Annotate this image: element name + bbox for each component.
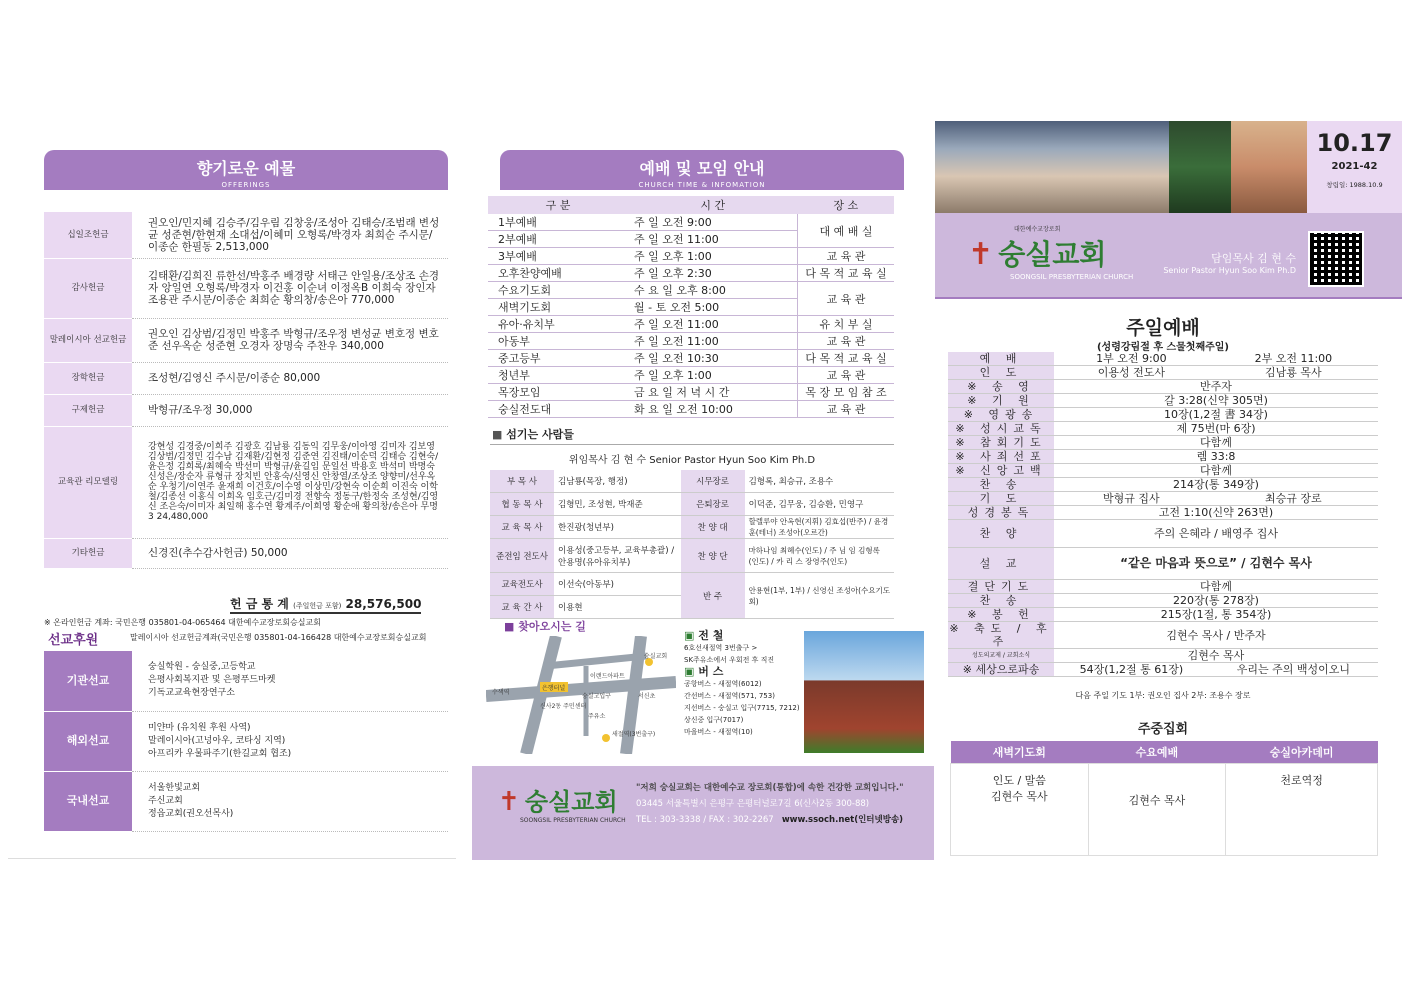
service-detail: 우리는 주의 백성이오니 — [1209, 663, 1378, 677]
offering-row — [44, 538, 448, 568]
service-time: 월 - 토 오전 5:00 — [628, 299, 798, 316]
offering-title: 향기로운 예물 — [196, 159, 296, 178]
footer-church-en: SOONGSIL PRESBYTERIAN CHURCH — [520, 817, 626, 824]
staff-role: 시무장로 — [681, 470, 745, 493]
schedule-row — [488, 367, 894, 384]
offering-row — [44, 258, 448, 318]
cover-church-name: 숭실교회 — [998, 238, 1107, 271]
service-row — [948, 366, 1378, 380]
bus-line: 지선버스 - 숭실고 입구(7715, 7212) — [684, 704, 800, 712]
map-label: 숭실고입구 — [582, 693, 611, 700]
staff-role: 찬 양 단 — [681, 539, 745, 573]
footer-web[interactable]: www.ssoch.net(인터넷방송) — [781, 815, 904, 825]
service-row — [948, 478, 1378, 492]
col-header: 구 분 — [488, 196, 628, 214]
service-time: 주 일 오전 10:30 — [628, 350, 798, 367]
order-of-service — [948, 352, 1378, 677]
schedule-subtitle: CHURCH TIME & INFOMATION — [638, 181, 766, 189]
service-detail: 220장(통 278장) — [1054, 594, 1378, 608]
service-detail: 54장(1,2절 통 61장) — [1054, 663, 1209, 677]
service-row — [948, 520, 1378, 548]
staff-names: 김형민, 조성현, 박재준 — [554, 493, 681, 516]
service-place: 교 육 관 — [798, 401, 895, 418]
service-detail: 렘 33:8 — [1054, 450, 1378, 464]
service-detail: 다함께 — [1054, 436, 1378, 450]
total-note: (주일헌금 포함) — [293, 602, 342, 610]
offering-label: 장학헌금 — [44, 362, 132, 394]
service-row — [948, 608, 1378, 622]
schedule-header-row — [488, 196, 894, 214]
square-bullet-icon: ■ — [492, 428, 503, 441]
service-detail: 1부 오전 9:00 — [1054, 352, 1209, 366]
offering-label: 교육관 리모델링 — [44, 426, 132, 538]
bus-line: 공항버스 - 새절역(6012) — [684, 680, 762, 688]
service-row — [948, 422, 1378, 436]
service-place: 유 치 부 실 — [798, 316, 895, 333]
footer-church-name: 숭실교회 — [524, 788, 618, 816]
service-detail: 다함께 — [1054, 464, 1378, 478]
map-label: 숭실교회 — [644, 653, 668, 660]
mission-item: 정읍교회(권오선목사) — [148, 808, 234, 819]
col-header: 장 소 — [798, 196, 895, 214]
service-item: 찬 송 — [948, 478, 1054, 492]
staff-title — [492, 426, 574, 442]
gathering-header: 새벽기도회 — [951, 741, 1089, 764]
gathering-header: 숭실아카데미 — [1226, 741, 1378, 764]
schedule-row — [488, 214, 894, 231]
offering-names: 박형규/조우정 30,000 — [132, 394, 448, 426]
service-detail: 최승규 장로 — [1209, 492, 1378, 506]
map-label: 주유소 — [588, 713, 606, 720]
map-label: 이랜드아파트 — [590, 673, 625, 680]
staff-row — [490, 493, 894, 516]
staff-names: 이용현 — [554, 596, 681, 619]
service-time: 금 요 일 저 녁 시 간 — [628, 384, 798, 401]
directions-title — [504, 618, 586, 634]
gathering-value: 김현수 목사 — [1088, 764, 1226, 856]
service-row — [948, 506, 1378, 520]
staff-title-text: 섬기는 사람들 — [506, 428, 574, 441]
gathering-header: 수요예배 — [1088, 741, 1226, 764]
cover-pastor — [1150, 250, 1296, 275]
offering-names: 강현성 김경중/이희주 김광호 김남룡 김동익 김무웅/이아영 김미자 김보영 김상범/김정민 김수남 김재환/김현정 김준연 김진태/이순덕 김태승 김현숙/윤은정 김희록/최혜숙 박선미 박형규/윤길임 문일선 박용호 박석미 박명숙 신성은/장순자 류형규 장치빈 안홍숙/신영신 안창열/조상조 양향미/선우옥순 우청기/이연주 윤재희 이건호/이수영 이상민/강현숙 이순희 이진숙 이학철/김종선 이홍식 이희옥 임호근/김미경 전향숙 정동구/한정숙 조성현/김영신 조은숙/이미자 최일해 홍수연 황계주/이희영 황순애 황의창/송은아 무명 3 24,480,000 — [132, 426, 448, 538]
service-item: ※ 세상으로파송 — [948, 663, 1054, 677]
service-detail: 김현수 목사 — [1054, 649, 1378, 663]
offering-subtitle: OFFERINGS — [221, 181, 271, 189]
schedule-row — [488, 384, 894, 401]
service-row — [948, 622, 1378, 649]
staff-row — [490, 573, 894, 596]
subway-icon: ▣ — [684, 629, 695, 642]
service-row — [948, 548, 1378, 580]
offering-label: 기타헌금 — [44, 538, 132, 568]
service-name: 오후찬양예배 — [488, 265, 628, 282]
offering-names: 조성현/김영신 주시문/이종순 80,000 — [132, 362, 448, 394]
offering-label: 십일조헌금 — [44, 212, 132, 258]
service-item: ※ 기 원 — [948, 394, 1054, 408]
staff-names: 한진광(청년부) — [554, 516, 681, 539]
service-name: 1부예배 — [488, 214, 628, 231]
col-header: 시 간 — [628, 196, 798, 214]
service-row — [948, 436, 1378, 450]
bus-line: 마을버스 - 새절역(10) — [684, 728, 753, 736]
staff-names: 마하나임 최혜수(인도) / 주 님 임 김형록(인도) / 카 리 스 장영주(인도) — [745, 539, 894, 573]
service-detail: 고전 1:10(신약 263면) — [1054, 506, 1378, 520]
service-detail: 215장(1절, 통 354장) — [1054, 608, 1378, 622]
issue-number: 2021-42 — [1331, 161, 1378, 172]
staff-names: 안용현(1부, 1부) / 신영신 조성아(수요기도회) — [745, 573, 894, 619]
schedule-row — [488, 401, 894, 418]
pastor-kr: 담임목사 김 현 수 — [1211, 252, 1296, 265]
service-detail: 10장(1,2절 書 34장) — [1054, 408, 1378, 422]
service-detail: 이용성 전도사 — [1054, 366, 1209, 380]
service-time: 주 일 오후 1:00 — [628, 367, 798, 384]
service-place: 교 육 관 — [798, 367, 895, 384]
gathering-value: 천로역정 — [1226, 764, 1378, 856]
directions-title-text: 찾아오시는 길 — [518, 620, 586, 633]
offering-names: 권오인 김상범/김정민 박홍주 박형규/조우정 변성균 변호정 변호준 선우옥순 성준현 오경자 장명숙 주찬우 340,000 — [132, 318, 448, 362]
staff-role: 협 동 목 사 — [490, 493, 554, 516]
gathering-value: 인도 / 말씀 김현수 목사 — [951, 764, 1089, 856]
service-place: 다 목 적 교 육 실 — [798, 265, 895, 282]
pastor-line: 위임목사 김 현 수 Senior Pastor Hyun Soo Kim Ph.D — [568, 455, 816, 466]
staff-role: 교육전도사 — [490, 573, 554, 596]
staff-names: 할렐루야 안옥현(지휘) 김효섭(반주) / 윤경훈(테너) 조성아(오르간) — [745, 516, 894, 539]
bus-title: 버 스 — [698, 665, 724, 678]
weekly-gatherings — [950, 741, 1378, 856]
offering-label: 말레이시아 선교헌금 — [44, 318, 132, 362]
schedule-row — [488, 265, 894, 282]
service-item: ※ 봉 헌 — [948, 608, 1054, 622]
qr-code[interactable] — [1308, 231, 1364, 287]
footer-logo — [498, 782, 626, 824]
mission-row — [44, 651, 448, 711]
staff-role: 교 육 간 사 — [490, 596, 554, 619]
offering-label: 감사헌금 — [44, 258, 132, 318]
staff-role: 준전임 전도사 — [490, 539, 554, 573]
worship-subtitle: (성령강림절 후 스물첫째주일) — [1096, 342, 1230, 353]
bus-icon: ▣ — [684, 665, 695, 678]
congregation-photo — [935, 121, 1169, 213]
service-detail: 주의 은혜라 / 배영주 집사 — [1054, 520, 1378, 548]
offering-row — [44, 318, 448, 362]
service-item: ※ 송 영 — [948, 380, 1054, 394]
mission-account: 말레이시아 선교헌금계좌(국민은행 035801-04-166428 대한예수교장로회승실교회 — [130, 633, 427, 642]
transit-info — [684, 630, 804, 738]
mission-item: 서울한빛교회 — [148, 782, 201, 793]
schedule-table — [488, 196, 894, 418]
total-label: 헌 금 통 계 — [230, 597, 289, 611]
cover-church-en: SOONGSIL PRESBYTERIAN CHURCH — [1010, 273, 1134, 281]
date-box — [1307, 121, 1402, 213]
schedule-row — [488, 316, 894, 333]
mission-label: 기관선교 — [44, 651, 132, 711]
mission-item: 주신교회 — [148, 795, 183, 806]
service-place: 다 목 적 교 육 실 — [798, 350, 895, 367]
service-time: 수 요 일 오후 8:00 — [628, 282, 798, 299]
mission-item: 은평사회복지관 및 은평푸드마켓 — [148, 675, 276, 686]
footer-info — [636, 780, 904, 828]
staff-role: 부 목 사 — [490, 470, 554, 493]
service-item: ※ 축도 / 후주 — [949, 622, 1053, 648]
service-detail: 214장(통 349장) — [1054, 478, 1378, 492]
service-item: 찬 송 — [948, 594, 1054, 608]
founded-date: 창립일: 1988.10.9 — [1326, 181, 1383, 189]
service-detail: 반주자 — [1054, 380, 1378, 394]
service-item: ※ 성시교독 — [948, 422, 1054, 436]
cover-denom: 대한예수교장로회 — [1014, 226, 1061, 233]
service-row — [948, 663, 1378, 677]
service-item: 찬 양 — [948, 520, 1054, 548]
offering-row — [44, 426, 448, 538]
footer-tel: TEL : 303-3338 / FAX : 302-2267 — [636, 815, 774, 825]
service-name: 아동부 — [488, 333, 628, 350]
map-label: 서신초 — [638, 693, 656, 700]
mission-label: 해외선교 — [44, 711, 132, 771]
mission-label: 국내선교 — [44, 771, 132, 831]
service-row — [948, 464, 1378, 478]
subway-line: SK주유소에서 우회전 후 직진 — [684, 656, 775, 664]
gathering-header-row — [951, 741, 1378, 764]
mission-row — [44, 771, 448, 831]
offering-row — [44, 362, 448, 394]
staff-names: 이덕준, 김무웅, 김승환, 민영구 — [745, 493, 894, 516]
service-row — [948, 394, 1378, 408]
service-name: 목장모임 — [488, 384, 628, 401]
service-detail: 김남룡 목사 — [1209, 366, 1378, 380]
subway-line: 6호선새절역 3번출구 > — [684, 644, 758, 652]
service-name: 3부예배 — [488, 248, 628, 265]
mission-item: 미얀마 (유치원 후원 사역) — [148, 722, 251, 733]
square-bullet-icon: ■ — [504, 620, 515, 633]
service-row — [948, 649, 1378, 663]
service-row — [948, 580, 1378, 594]
service-row — [948, 594, 1378, 608]
service-detail: 박형규 집사 — [1054, 492, 1209, 506]
staff-row — [490, 539, 894, 573]
service-time: 주 일 오후 1:00 — [628, 248, 798, 265]
pastor-photo — [1169, 121, 1231, 213]
mission-item: 기독교교육현장연구소 — [148, 688, 235, 699]
service-detail: 2부 오전 11:00 — [1209, 352, 1378, 366]
footer-address: 03445 서울특별시 은평구 은평터널로7길 6(신사2동 300-88) — [636, 799, 870, 809]
service-place: 목 장 모 임 참 조 — [798, 384, 895, 401]
service-item: ※ 신앙고백 — [948, 464, 1054, 478]
service-row — [948, 408, 1378, 422]
service-name: 중고등부 — [488, 350, 628, 367]
service-item: 결단기도 — [948, 580, 1054, 594]
bus-line: 간선버스 - 새절역(571, 753) — [684, 692, 775, 700]
total-value: 28,576,500 — [345, 597, 422, 611]
service-detail: 제 75번(마 6장) — [1054, 422, 1378, 436]
service-name: 유아·유치부 — [488, 316, 628, 333]
schedule-row — [488, 248, 894, 265]
staff-role: 찬 양 대 — [681, 516, 745, 539]
mission-row — [44, 711, 448, 771]
panel-bottom-rule — [8, 858, 456, 859]
gathering-row — [951, 764, 1378, 856]
map-label: 수색역 — [492, 689, 510, 696]
service-item: 설 교 — [948, 548, 1054, 580]
staff-role: 교 육 목 사 — [490, 516, 554, 539]
staff-names: 이용성(중고등부, 교육부총괄) / 안용명(유아유치부) — [554, 539, 681, 573]
cross-icon: ✝ — [968, 237, 994, 272]
service-item: 예 배 — [948, 352, 1054, 366]
staff-role: 반 주 — [681, 573, 745, 619]
cover-logo — [968, 224, 1133, 281]
children-photo — [1231, 121, 1307, 213]
offering-row — [44, 212, 448, 258]
cross-icon: ✝ — [498, 787, 520, 817]
offering-names: 신경진(추수감사헌금) 50,000 — [132, 538, 448, 568]
service-detail: 다함께 — [1054, 580, 1378, 594]
service-detail: 김현수 목사 / 반주자 — [1054, 622, 1378, 649]
service-date: 10.17 — [1316, 129, 1393, 157]
service-time: 주 일 오전 11:00 — [628, 316, 798, 333]
service-name: 청년부 — [488, 367, 628, 384]
sermon-title: “같은 마음과 뜻으로” / 김현수 목사 — [1054, 548, 1378, 580]
service-item: 성도의교제 / 교회소식 — [948, 649, 1054, 663]
church-building-photo — [804, 631, 924, 753]
service-place: 대 예 배 실 — [798, 214, 895, 248]
service-place: 교 육 관 — [798, 333, 895, 350]
pastor-en: Senior Pastor Hyun Soo Kim Ph.D — [1163, 266, 1296, 275]
map-label: 새절역(3번출구) — [612, 731, 656, 738]
mission-item: 숭실학원 - 숭실중,고등학교 — [148, 662, 256, 673]
service-time: 주 일 오전 11:00 — [628, 231, 798, 248]
service-item: ※ 사죄선포 — [948, 450, 1054, 464]
service-item: 기 도 — [948, 492, 1054, 506]
service-item: 성경봉독 — [948, 506, 1054, 520]
online-account: ※ 온라인헌금 계좌: 국민은행 035801-04-065464 대한예수교장로회승실교회 — [44, 618, 321, 627]
staff-names: 김형록, 최승규, 조용수 — [745, 470, 894, 493]
service-name: 2부예배 — [488, 231, 628, 248]
subway-title: 전 철 — [698, 629, 724, 642]
service-time: 주 일 오전 11:00 — [628, 333, 798, 350]
map-label: 은행터널 — [542, 685, 566, 692]
service-item: ※ 참회기도 — [948, 436, 1054, 450]
staff-row — [490, 470, 894, 493]
service-place: 교 육 관 — [798, 248, 895, 265]
service-item: 인 도 — [948, 366, 1054, 380]
staff-names: 김남룡(목장, 행정) — [554, 470, 681, 493]
gathering-title: 주중집회 — [1137, 722, 1189, 737]
service-time: 주 일 오전 9:00 — [628, 214, 798, 231]
mission-title: 선교후원 — [48, 633, 99, 648]
next-week-prayer: 다음 주일 기도 1부: 권오인 집사 2부: 조용수 장로 — [1075, 691, 1251, 700]
offering-label: 구제헌금 — [44, 394, 132, 426]
mission-table — [44, 651, 448, 832]
service-time: 주 일 오후 2:30 — [628, 265, 798, 282]
staff-table — [490, 470, 894, 619]
offering-total — [230, 595, 421, 614]
service-place: 교 육 관 — [798, 282, 895, 316]
service-row — [948, 352, 1378, 366]
mission-item: 아프리카 우물파주기(한길교회 협조) — [148, 748, 292, 759]
offering-names: 권오인/민지혜 김승주/김우림 김창웅/조성아 김태승/조범래 변성균 성준현/한현재 소대섭/이혜미 오형록/박경자 최희순 주시문/이종순 한필동 2,513,000 — [132, 212, 448, 258]
staff-names: 이선숙(아동부) — [554, 573, 681, 596]
schedule-row — [488, 350, 894, 367]
service-name: 새벽기도회 — [488, 299, 628, 316]
staff-row — [490, 516, 894, 539]
bus-line: 상신중 입구(7017) — [684, 716, 744, 724]
schedule-row — [488, 282, 894, 299]
map-label: 신사2동 주민센터 — [540, 703, 587, 710]
offering-row — [44, 394, 448, 426]
service-time: 화 요 일 오전 10:00 — [628, 401, 798, 418]
service-row — [948, 380, 1378, 394]
mission-item: 말레이시아(고넝아우, 코타싱 지역) — [148, 735, 286, 746]
service-item: ※ 영광송 — [948, 408, 1054, 422]
service-row — [948, 492, 1378, 506]
service-row — [948, 450, 1378, 464]
schedule-row — [488, 333, 894, 350]
offering-header — [44, 150, 448, 190]
offering-table — [44, 212, 448, 569]
offering-names: 김태환/김희진 류한선/박홍주 배경량 서태근 안일용/조상조 손경자 앙일연 오형록/박경자 이건홍 이순녀 이정옥B 이희숙 장인자 조용관 주시문/이종순 최희순 황의창/송은아 770,000 — [132, 258, 448, 318]
staff-role: 은퇴장로 — [681, 493, 745, 516]
schedule-header — [500, 150, 904, 190]
service-name: 숭실전도대 — [488, 401, 628, 418]
service-name: 수요기도회 — [488, 282, 628, 299]
schedule-title: 예배 및 모임 안내 — [639, 159, 765, 178]
location-map — [486, 636, 676, 754]
service-detail: 갈 3:28(신약 305면) — [1054, 394, 1378, 408]
staff-title-rule — [490, 444, 894, 445]
worship-title: 주일예배 — [1126, 317, 1200, 339]
footer-slogan: "저희 숭실교회는 대한예수교 장로회(통합)에 속한 건강한 교회입니다." — [636, 783, 904, 793]
